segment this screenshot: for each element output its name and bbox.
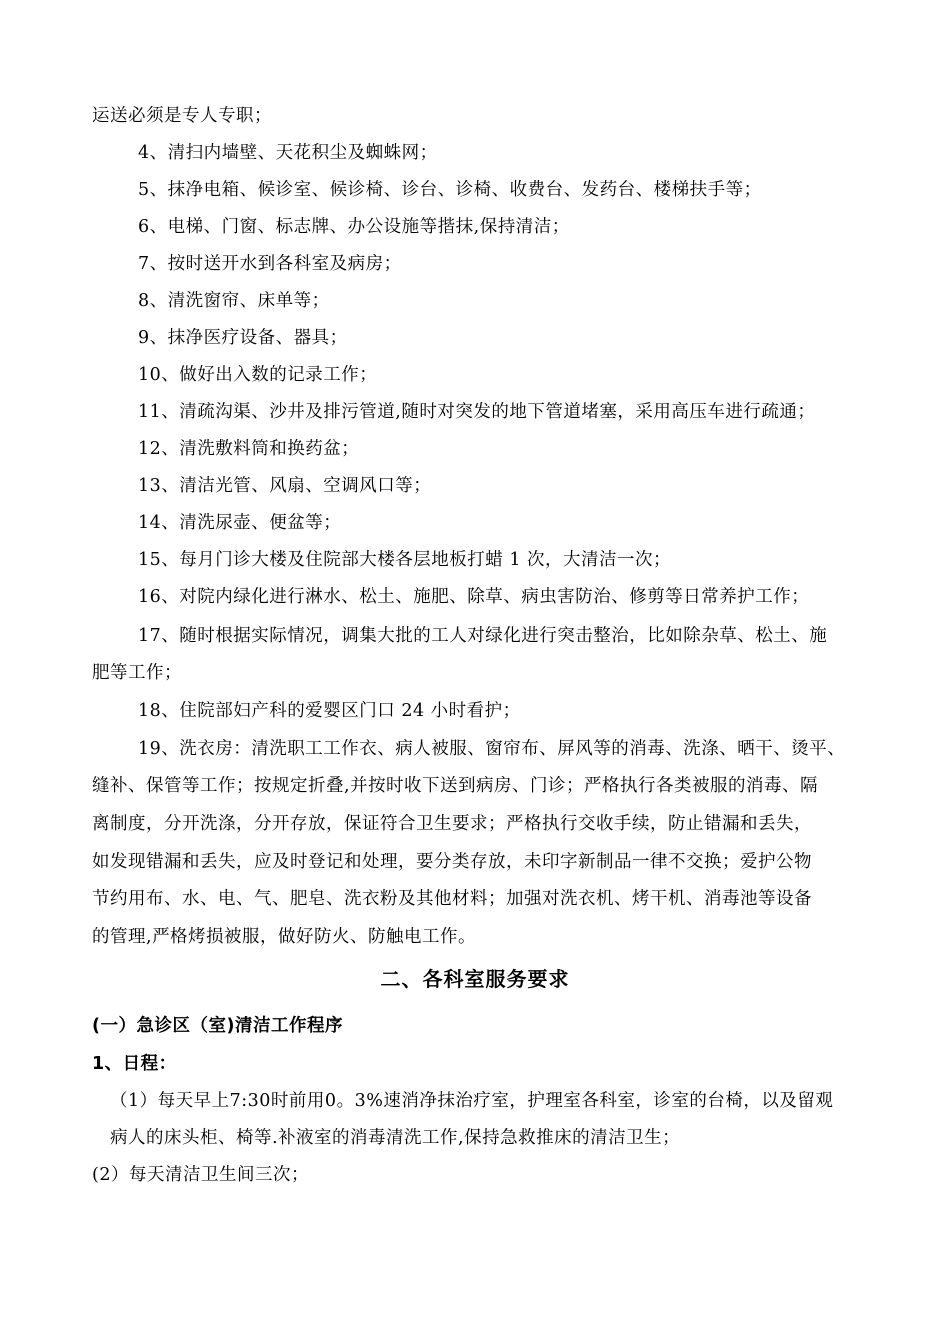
list-item-continuation: 节约用布、水、电、气、肥皂、洗衣粉及其他材料；加强对洗衣机、烤干机、消毒池等设备 (92, 889, 812, 909)
list-item: 16、对院内绿化进行淋水、松土、施肥、除草、病虫害防治、修剪等日常养护工作； (138, 587, 810, 607)
list-item: 4、清扫内墙壁、天花积尘及蜘蛛网； (138, 143, 438, 163)
list-item: 19、洗衣房：清洗职工工作衣、病人被服、窗帘布、屏风等的消毒、洗涤、晒干、烫平、 (138, 739, 846, 759)
list-item-continuation: 离制度，分开洗涤，分开存放，保证符合卫生要求；严格执行交收手续，防止错漏和丢失， (92, 814, 812, 834)
list-item-continuation: 的管理,严格烤损被服，做好防火、防触电工作。 (92, 927, 477, 947)
list-item: 7、按时送开水到各科室及病房； (138, 254, 402, 274)
list-item: 12、清洗敷料筒和换药盆； (138, 439, 360, 459)
list-item: 9、抹净医疗设备、器具； (138, 328, 348, 348)
list-item: 13、清洁光管、风扇、空调风口等； (138, 476, 432, 496)
list-item: 14、清洗尿壶、便盆等； (138, 513, 342, 533)
list-item: 11、清疏沟渠、沙井及排污管道,随时对突发的地下管道堵塞，采用高压车进行疏通； (138, 402, 816, 422)
list-item: 5、抹净电箱、候诊室、候诊椅、诊台、诊椅、收费台、发药台、楼梯扶手等； (138, 180, 762, 200)
schedule-item: （1）每天早上7:30时前用0。3%速消净抹治疗室，护理室各科室，诊室的台椅，以及留观 (110, 1091, 834, 1111)
list-item-continuation: 肥等工作； (92, 663, 182, 683)
list-item-continuation: 如发现错漏和丢失，应及时登记和处理，要分类存放，未印字新制品一律不交换；爱护公物 (92, 852, 812, 872)
section-title: 二、各科室服务要求 (380, 967, 570, 991)
list-item: 18、住院部妇产科的爱婴区门口 24 小时看护； (138, 701, 521, 721)
continuation-line: 运送必须是专人专职； (92, 106, 272, 126)
list-item: 6、电梯、门窗、标志牌、办公设施等揩抹,保持清洁； (138, 217, 570, 237)
list-item: 10、做好出入数的记录工作； (138, 365, 378, 385)
list-item: 17、随时根据实际情况，调集大批的工人对绿化进行突击整治，比如除杂草、松土、施 (138, 626, 828, 646)
schedule-item-continuation: 病人的床头柜、椅等.补液室的消毒清洗工作,保持急救推床的清洁卫生； (110, 1128, 681, 1148)
list-item: 8、清洗窗帘、床单等； (138, 291, 330, 311)
subsection-title: (一）急诊区（室)清洁工作程序 (92, 1016, 343, 1036)
schedule-item: (2）每天清洁卫生间三次； (92, 1165, 309, 1185)
schedule-heading: 1、日程： (92, 1054, 177, 1074)
list-item-continuation: 缝补、保管等工作；按规定折叠,并按时收下送到病房、门诊；严格执行各类被服的消毒、隔 (92, 776, 819, 796)
list-item: 15、每月门诊大楼及住院部大楼各层地板打蜡 1 次，大清洁一次； (138, 550, 672, 570)
